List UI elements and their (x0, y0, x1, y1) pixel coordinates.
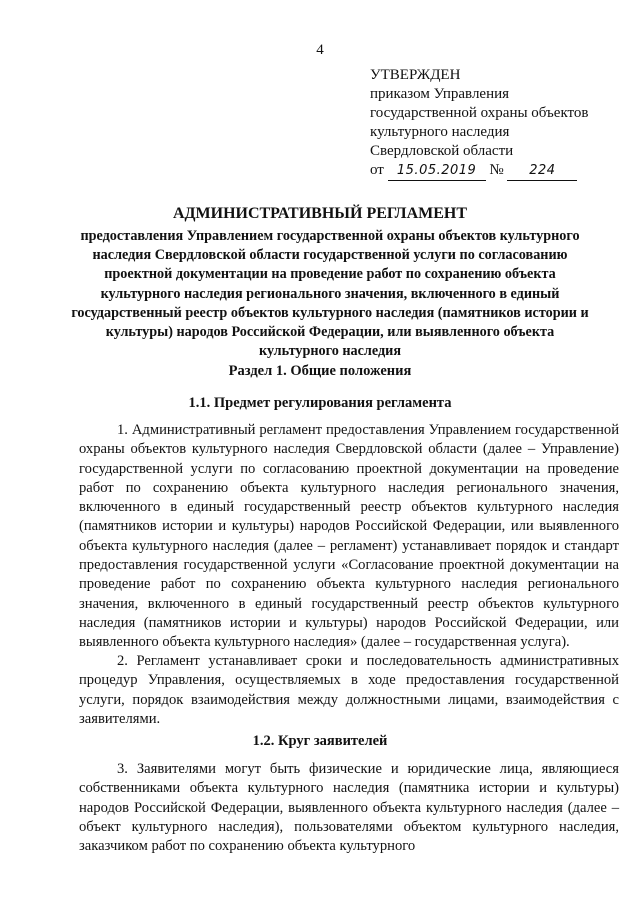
approval-line-2: государственной охраны объектов (370, 105, 589, 121)
order-number: 224 (507, 161, 577, 181)
subsection-1-2-title: 1.2. Круг заявителей (252, 733, 388, 749)
document-subtitle: предоставления Управлением государственной охраны объектов культурного наследия Свердловской области государственной услуги по согласованию проектной документации на проведение работ по сохранению объекта культурного наследия регионального значения, включенного в единый государственный реестр объектов культурного наследия (памятников истории и культуры) народов Российской Федерации, или выявленного объекта культурного наследия (71, 228, 589, 360)
order-reference (370, 161, 589, 181)
from-label: от (370, 162, 384, 178)
page-number: 4 (316, 42, 324, 58)
paragraph-3: 3. Заявителями могут быть физические и юридические лица, являющиеся собственниками объекта культурного наследия (памятника истории и культуры) народов Российской Федерации, выявленного объекта культурного наследия (далее – объект культурного наследия), пользователями объектом культурного наследия, заказчиком работ по сохранению объекта культурного (79, 761, 619, 855)
order-date: 15.05.2019 (388, 161, 486, 181)
approval-stamp (370, 66, 589, 181)
paragraph-1: 1. Административный регламент предоставления Управлением государственной охраны объектов культурного наследия Свердловской области (далее – Управление) государственной услуги по согласованию проектной документации на проведение работ по сохранению объекта культурного наследия регионального значения, включенного в единый государственный реестр объектов культурного наследия (памятников истории и культуры) народов Российской Федерации, или выявленного объекта культурного наследия (далее – регламент) устанавливает порядок и стандарт предоставления государственной услуги «Согласование проектной документации на проведение работ по сохранению объекта культурного наследия регионального значения, включенного в единый государственный реестр объектов культурного наследия (памятников истории и культуры) народов Российской Федерации, или выявленного объекта культурного наследия» (далее – государственная услуга). (79, 422, 619, 651)
approval-line-1: приказом Управления (370, 86, 510, 102)
paragraph-2: 2. Регламент устанавливает сроки и последовательность административных процедур Управления, осуществляемых в ходе предоставления государственной услуги, порядок взаимодействия между должностными лицами, взаимодействия с заявителями. (79, 653, 619, 727)
approval-line-3: культурного наследия (370, 124, 510, 140)
approval-line-4: Свердловской области (370, 143, 514, 159)
number-label: № (489, 162, 504, 178)
section-1-title: Раздел 1. Общие положения (228, 363, 412, 379)
document-title: АДМИНИСТРАТИВНЫЙ РЕГЛАМЕНТ (172, 205, 468, 222)
approval-heading: УТВЕРЖДЕН (370, 67, 461, 83)
subsection-1-1-title: 1.1. Предмет регулирования регламента (188, 395, 452, 411)
